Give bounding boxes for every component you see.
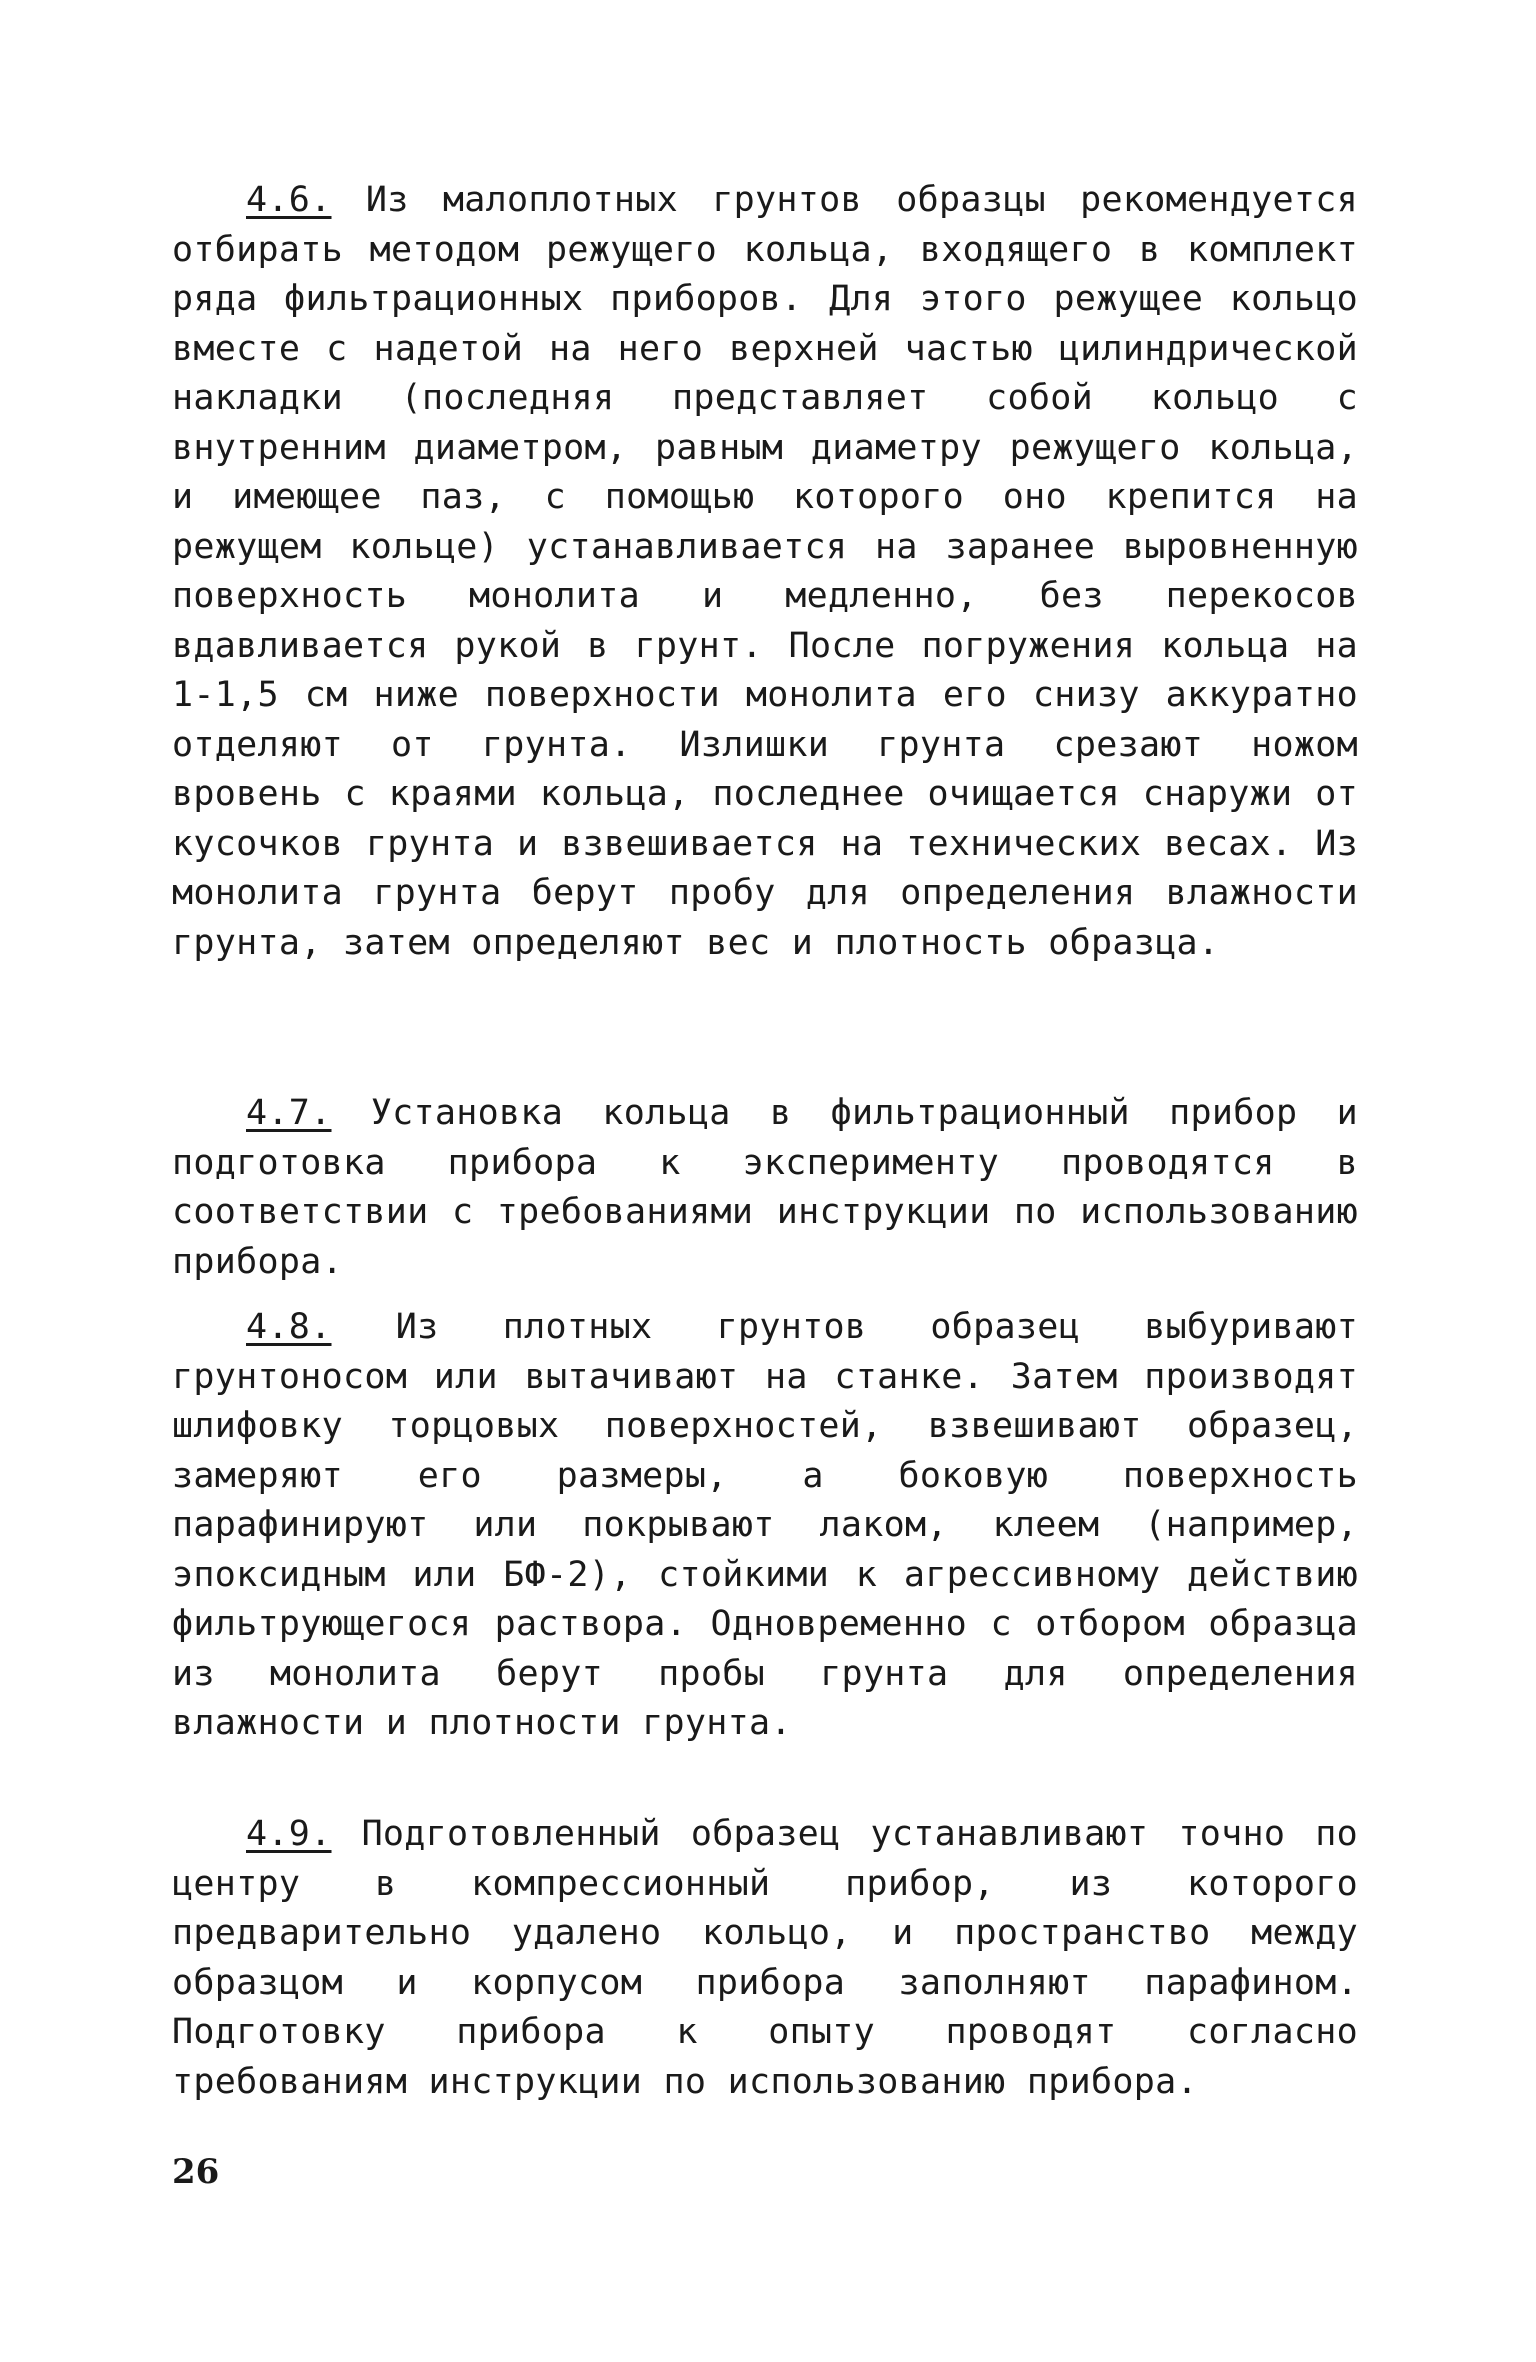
paragraph-text: Установка кольца в фильтрационный прибор и подготовка прибора к эксперименту проводятся в соответствии с требованиями инструкции по использованию прибора.: [172, 1093, 1358, 1282]
paragraph-4-8: [172, 1303, 1358, 1749]
paragraph-text: Подготовленный образец устанавливают точно по центру в компрессионный прибор, из которого предварительно удалено кольцо, и пространство между образцом и корпусом прибора заполняют парафином. Подготовку прибора к опыту проводят согласно требованиям инструкции по использованию прибора.: [172, 1814, 1359, 2102]
paragraph-4-9: [172, 1810, 1358, 2107]
paragraph-number: 4.8.: [246, 1307, 332, 1347]
paragraph-number: 4.7.: [246, 1093, 332, 1133]
paragraph-4-7: [172, 1089, 1358, 1287]
paragraph-4-6: [172, 176, 1358, 968]
paragraph-text: Из малоплотных грунтов образцы рекомендуется отбирать методом режущего кольца, входящего в комплект ряда фильтрационных приборов. Для этого режущее кольцо вместе с надетой на него верхней частью цилиндрической накладки (последняя представляет собой кольцо с внутренним диаметром, равным диаметру режущего кольца, и имеющее паз, с помощью которого оно крепится на режущем кольце) устанавливается на заранее выровненную поверхность монолита и медленно, без перекосов вдавливается рукой в грунт. После погружения кольца на 1-1,5 см ниже поверхности монолита его снизу аккуратно отделяют от грунта. Излишки грунта срезают ножом вровень с краями кольца, последнее очищается снаружи от кусочков грунта и взвешивается на технических весах. Из монолита грунта берут пробу для определения влажности грунта, затем определяют вес и плотность образца.: [172, 180, 1358, 963]
page-number: 26: [172, 2152, 220, 2192]
paragraph-number: 4.6.: [246, 180, 332, 220]
paragraph-text: Из плотных грунтов образец выбуривают грунтоносом или вытачивают на станке. Затем производят шлифовку торцовых поверхностей, взвешивают образец, замеряют его размеры, а боковую поверхность парафинируют или покрывают лаком, клеем (например, эпоксидным или БФ-2), стойкими к агрессивному действию фильтрующегося раствора. Одновременно с отбором образца из монолита берут пробы грунта для определения влажности и плотности грунта.: [172, 1307, 1358, 1743]
paragraph-number: 4.9.: [246, 1814, 332, 1854]
